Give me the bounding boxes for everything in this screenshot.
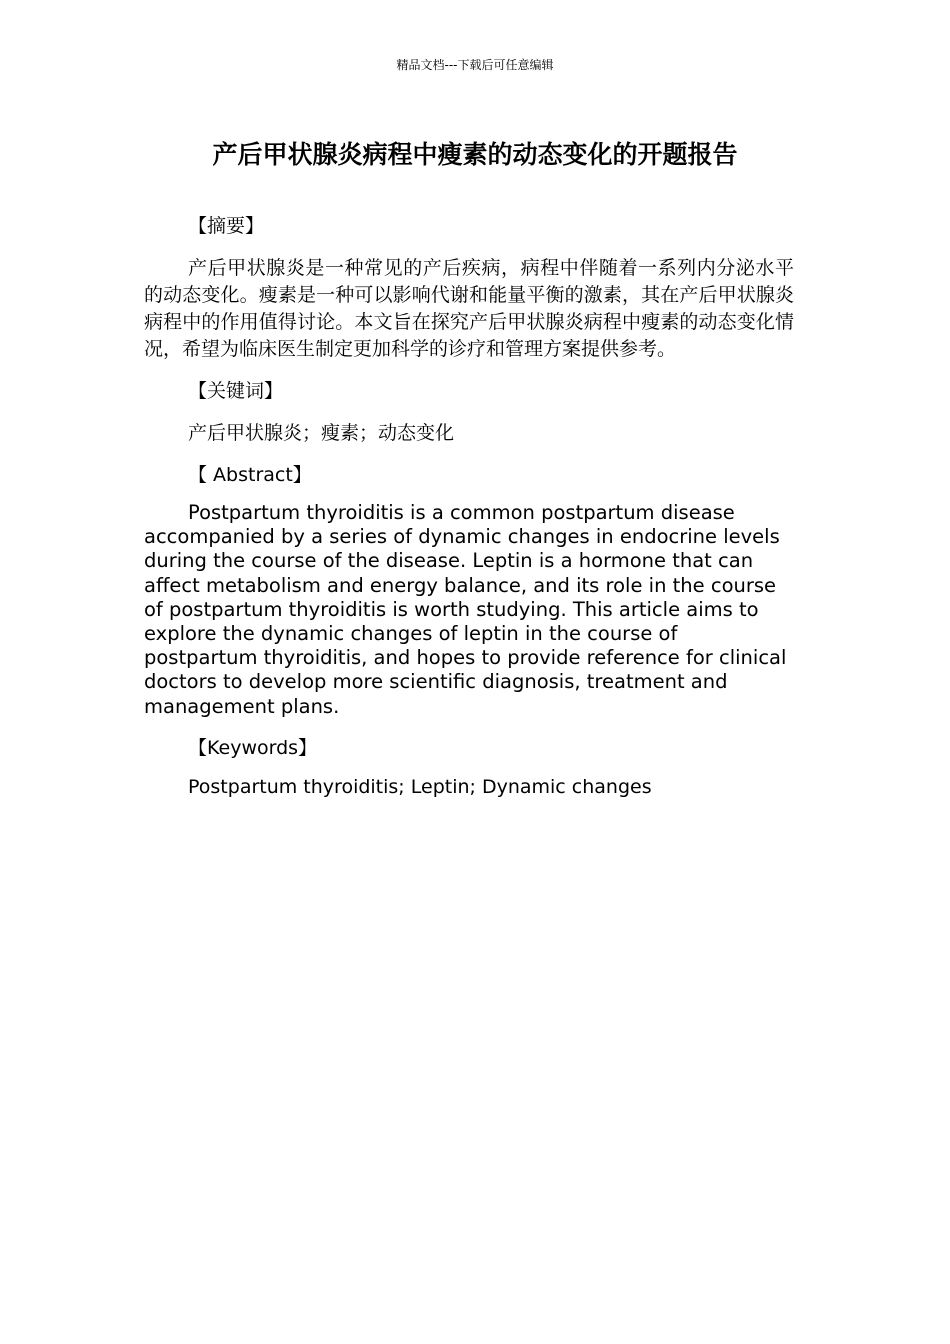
abstract-cn-label: 【摘要】 xyxy=(188,215,265,237)
document-body xyxy=(144,213,794,800)
keywords-cn-label: 【关键词】 xyxy=(188,380,284,402)
document-title: 产后甲状腺炎病程中瘦素的动态变化的开题报告 xyxy=(212,140,738,169)
abstract-en-label: 【 Abstract】 xyxy=(188,464,312,486)
header-note: 精品文档---下载后可任意编辑 xyxy=(396,58,554,72)
abstract-en-paragraph: Postpartum thyroiditis is a common postpartum disease accompanied by a series of dynamic changes in endocrine levels during the course of the disease. Leptin is a hormone that can affect metabolism and energy balance, and its role in the course of postpartum thyroiditis is worth studying. This article aims to explore the dynamic changes of leptin in the course of postpartum thyroiditis, and hopes to provide reference for clinical doctors to develop more scientific diagnosis, treatment and management plans. xyxy=(144,501,787,718)
keywords-cn: 产后甲状腺炎；瘦素；动态变化 xyxy=(188,422,455,444)
keywords-en-label: 【Keywords】 xyxy=(188,736,318,759)
abstract-cn-paragraph: 产后甲状腺炎是一种常见的产后疾病，病程中伴随着一系列内分泌水平的动态变化。瘦素是一种可以影响代谢和能量平衡的激素，其在产后甲状腺炎病程中的作用值得讨论。本文旨在探究产后甲状腺炎病程中瘦素的动态变化情况，希望为临床医生制定更加科学的诊疗和管理方案提供参考。 xyxy=(144,257,794,360)
keywords-en: Postpartum thyroiditis; Leptin; Dynamic changes xyxy=(188,775,652,798)
